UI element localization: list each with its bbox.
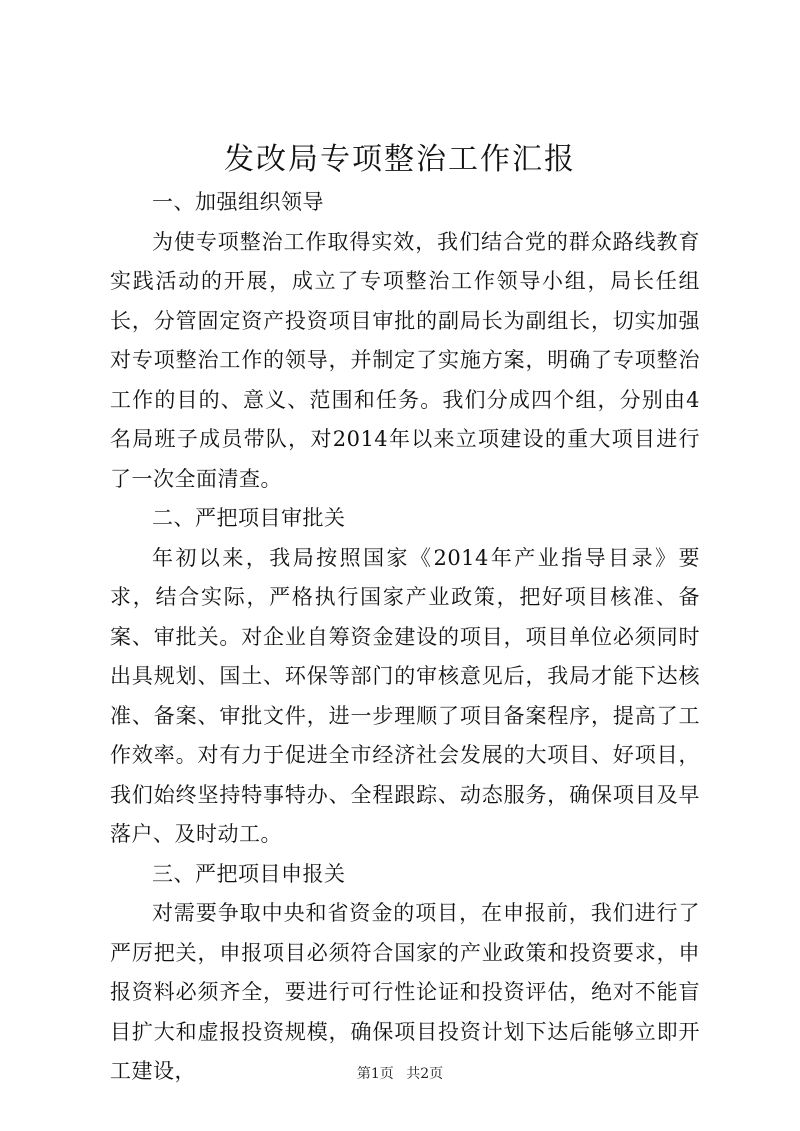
document-body bbox=[110, 183, 700, 1092]
section-heading-2: 二、严把项目审批关 bbox=[152, 506, 346, 530]
page-number: 第1页 bbox=[356, 1066, 394, 1082]
page-total: 共2页 bbox=[406, 1066, 444, 1082]
document-title: 发改局专项整治工作汇报 bbox=[224, 142, 576, 177]
paragraph-2: 年初以来，我局按照国家《2014年产业指导目录》要求，结合实际，严格执行国家产业政策，把好项目核准、备案、审批关。对企业自筹资金建设的项目，项目单位必须同时出具规划、国土、环保等部门的审核意见后，我局才能下达核准、备案、审批文件，进一步理顺了项目备案程序，提高了工作效率。对有力于促进全市经济社会发展的大项目、好项目，我们始终坚持特事特办、全程跟踪、动态服务，确保项目及早落户、及时动工。 bbox=[110, 545, 700, 846]
section-heading-3: 三、严把项目申报关 bbox=[152, 861, 346, 886]
page-footer bbox=[0, 1063, 800, 1083]
paragraph-3: 对需要争取中央和省资金的项目，在申报前，我们进行了严厉把关，申报项目必须符合国家的产业政策和投资要求，申报资料必须齐全，要进行可行性论证和投资评估，绝对不能盲目扩大和虚报投资规模，确保项目投资计划下达后能够立即开工建设， bbox=[110, 901, 700, 1083]
paragraph-1: 为使专项整治工作取得实效，我们结合党的群众路线教育实践活动的开展，成立了专项整治工作领导小组，局长任组长，分管固定资产投资项目审批的副局长为副组长，切实加强对专项整治工作的领导，并制定了实施方案，明确了专项整治工作的目的、意义、范围和任务。我们分成四个组，分别由4名局班子成员带队，对2014年以来立项建设的重大项目进行了一次全面清查。 bbox=[110, 229, 700, 491]
section-heading-1: 一、加强组织领导 bbox=[152, 190, 324, 214]
